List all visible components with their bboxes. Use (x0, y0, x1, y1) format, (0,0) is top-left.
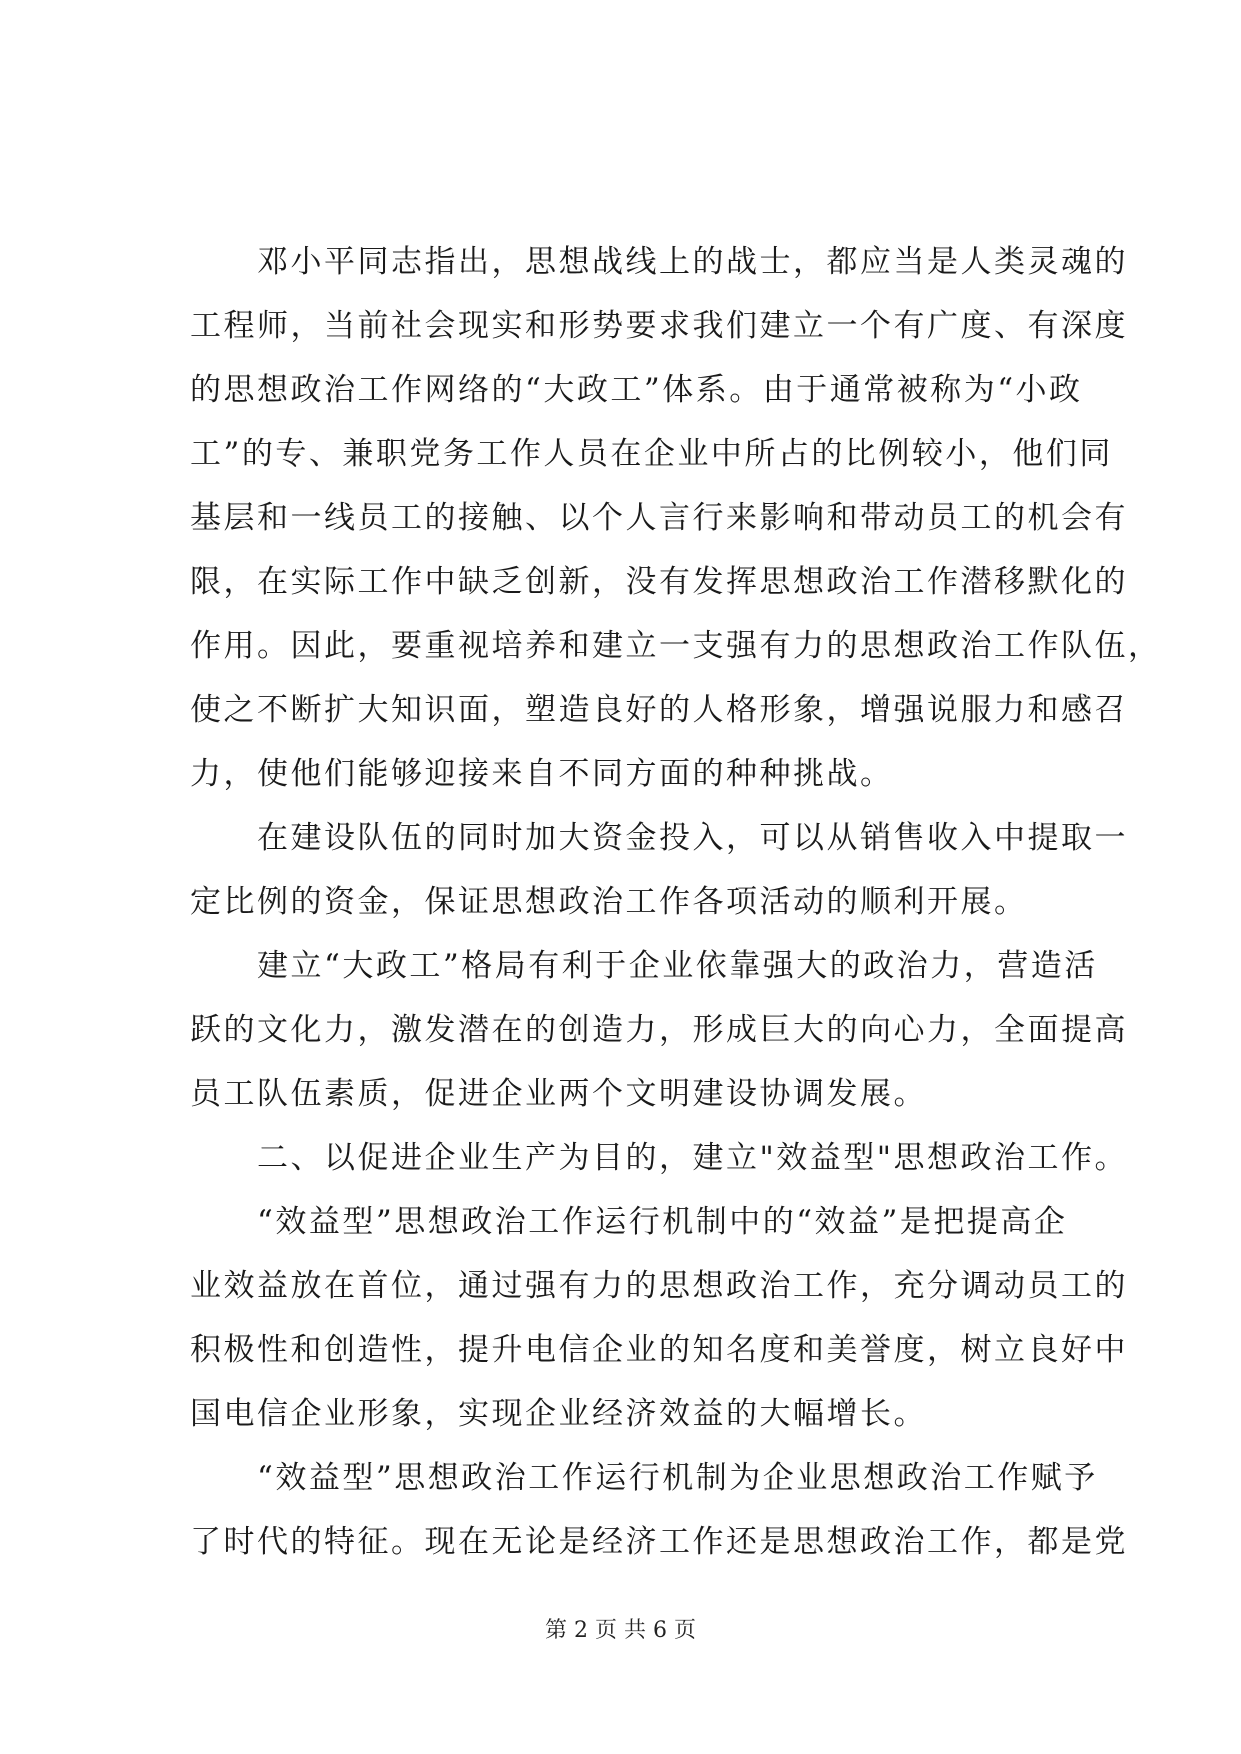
text-line: 邓小平同志指出，思想战线上的战士，都应当是人类灵魂的 (190, 244, 1128, 280)
text-line: 工程师，当前社会现实和形势要求我们建立一个有广度、有深度 (190, 308, 1128, 344)
text-line: 积极性和创造性，提升电信企业的知名度和美誉度，树立良好中 (190, 1332, 1128, 1368)
text-line: 了时代的特征。现在无论是经济工作还是思想政治工作，都是党 (190, 1524, 1128, 1560)
page-footer (0, 1616, 1241, 1646)
body-text (190, 230, 1162, 1574)
text-line: 二、以促进企业生产为目的，建立"效益型"思想政治工作。 (190, 1140, 1129, 1176)
text-line: 定比例的资金，保证思想政治工作各项活动的顺利开展。 (190, 884, 1028, 920)
text-line: 使之不断扩大知识面，塑造良好的人格形象，增强说服力和感召 (190, 692, 1128, 728)
page-number: 第 2 页 共 6 页 (545, 1618, 696, 1643)
text-line: “效益型”思想政治工作运行机制为企业思想政治工作赋予 (190, 1460, 1098, 1496)
text-line: 员工队伍素质，促进企业两个文明建设协调发展。 (190, 1076, 927, 1112)
text-line: 业效益放在首位，通过强有力的思想政治工作，充分调动员工的 (190, 1268, 1128, 1304)
text-line: 的思想政治工作网络的“大政工”体系。由于通常被称为“小政 (190, 372, 1083, 408)
text-line: 基层和一线员工的接触、以个人言行来影响和带动员工的机会有 (190, 500, 1128, 536)
text-line: 建立“大政工”格局有利于企业依靠强大的政治力，营造活 (190, 948, 1098, 984)
text-line: 工”的专、兼职党务工作人员在企业中所占的比例较小，他们同 (190, 436, 1113, 472)
text-line: “效益型”思想政治工作运行机制中的“效益”是把提高企 (190, 1204, 1068, 1240)
text-line: 限，在实际工作中缺乏创新，没有发挥思想政治工作潜移默化的 (190, 564, 1128, 600)
text-line: 跃的文化力，激发潜在的创造力，形成巨大的向心力，全面提高 (190, 1012, 1128, 1048)
text-line: 作用。因此，要重视培养和建立一支强有力的思想政治工作队伍， (190, 628, 1162, 664)
text-line: 国电信企业形象，实现企业经济效益的大幅增长。 (190, 1396, 927, 1432)
text-line: 在建设队伍的同时加大资金投入，可以从销售收入中提取一 (190, 820, 1128, 856)
text-line: 力，使他们能够迎接来自不同方面的种种挑战。 (190, 756, 894, 792)
